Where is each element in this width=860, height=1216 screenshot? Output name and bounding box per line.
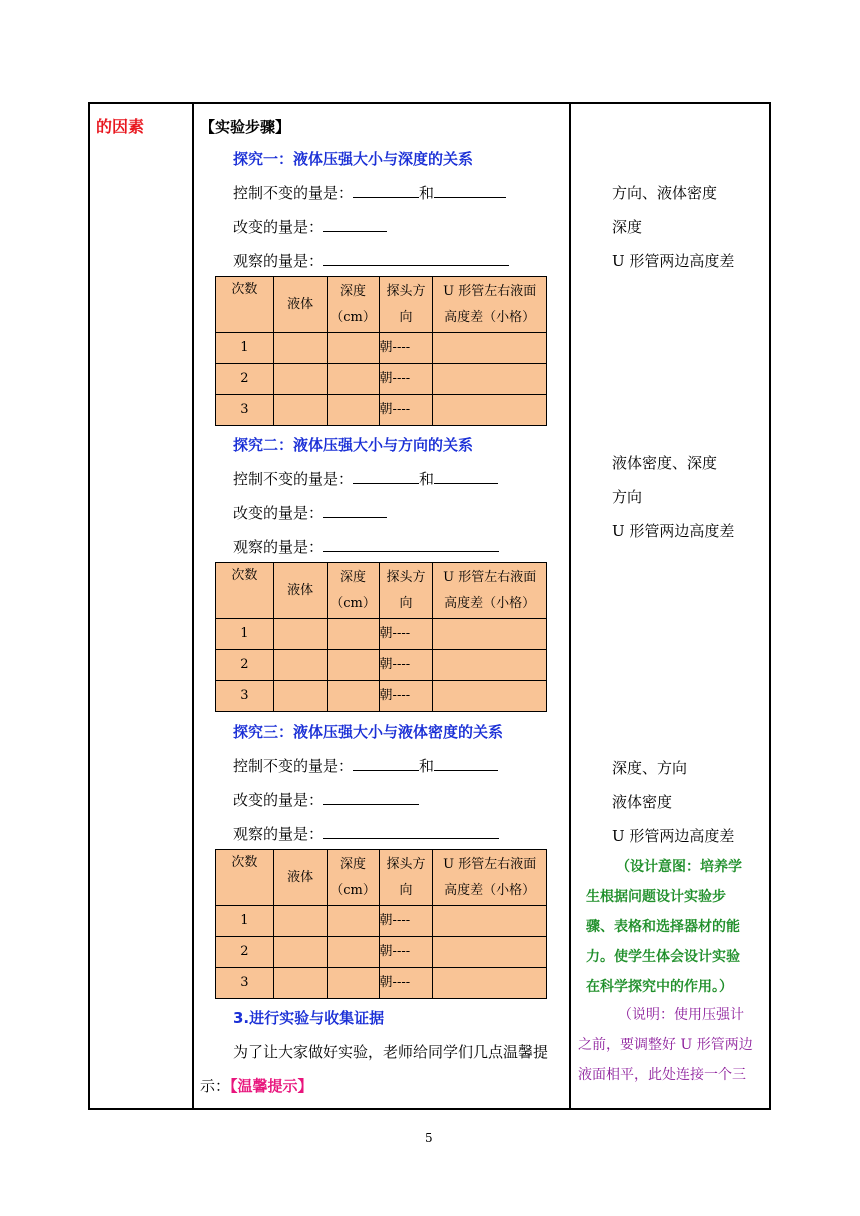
column-divider-2 bbox=[569, 102, 571, 1110]
explore1-change-line bbox=[233, 216, 387, 237]
table-row: 3 朝---- bbox=[216, 681, 547, 712]
step3-line1: 为了让大家做好实验，老师给同学们几点温馨提 bbox=[233, 1043, 549, 1061]
answer-blank bbox=[323, 217, 387, 232]
explore2-data-table: 次数 液体 深度 （cm） 探头方 向 U 形管左右液面 高度差（小格） 1 朝---- 2 朝---- 3 朝---- bbox=[215, 562, 547, 712]
design-intent: （设计意图：培养学 生根据问题设计实验步 骤、表格和选择器材的能 力。使学生体会设计实验 在科学探究中的作用。） bbox=[586, 859, 742, 995]
explore1-answer-change: 深度 bbox=[612, 218, 643, 236]
explore3-title: 探究三：液体压强大小与液体密度的关系 bbox=[233, 723, 504, 741]
explore3-answer-control: 深度、方向 bbox=[612, 759, 688, 777]
table-row: 2 朝---- bbox=[216, 650, 547, 681]
table-row: 2 朝---- bbox=[216, 937, 547, 968]
section-heading: 【实验步骤】 bbox=[200, 118, 291, 136]
explore3-observe-line: 观察的量是： bbox=[233, 823, 499, 844]
answer-blank bbox=[434, 183, 506, 198]
left-column-label: 的因素 bbox=[96, 117, 145, 136]
answer-blank bbox=[434, 469, 498, 484]
answer-blank bbox=[353, 469, 419, 484]
explore2-change-line: 改变的量是： bbox=[233, 502, 387, 523]
column-divider-1 bbox=[192, 102, 194, 1110]
header-direction: 探头方 向 bbox=[379, 277, 433, 333]
explore3-control-line: 控制不变的量是： 和 bbox=[233, 755, 498, 776]
answer-blank bbox=[323, 537, 499, 552]
explore3-data-table: 次数 液体 深度 （cm） 探头方 向 U 形管左右液面 高度差（小格） 1 朝---- 2 朝---- 3 朝---- bbox=[215, 849, 547, 999]
explore3-change-line: 改变的量是： bbox=[233, 789, 419, 810]
answer-blank bbox=[353, 183, 419, 198]
header-depth: 深度 （cm） bbox=[327, 277, 379, 333]
explore2-observe-line: 观察的量是： bbox=[233, 536, 499, 557]
explore1-answer-observe: U 形管两边高度差 bbox=[612, 252, 735, 270]
table-row: 3 朝---- bbox=[216, 968, 547, 999]
step3-title: 3.进行实验与收集证据 bbox=[233, 1009, 385, 1027]
explore2-answer-change: 方向 bbox=[612, 488, 643, 506]
table-row: 3 朝---- bbox=[216, 395, 547, 426]
explore1-answer-control: 方向、液体密度 bbox=[612, 184, 718, 202]
explore2-answer-observe: U 形管两边高度差 bbox=[612, 522, 735, 540]
step3-line2: 示：【温馨提示】 bbox=[200, 1077, 313, 1095]
header-times: 次数 bbox=[216, 277, 274, 333]
page-number: 5 bbox=[425, 1131, 433, 1145]
and-label: 和 bbox=[419, 184, 435, 202]
table-row: 1 朝---- bbox=[216, 906, 547, 937]
explore2-answer-control: 液体密度、深度 bbox=[612, 454, 718, 472]
answer-blank bbox=[323, 824, 499, 839]
answer-blank bbox=[323, 503, 387, 518]
explore1-data-table bbox=[215, 276, 547, 426]
answer-blank bbox=[353, 756, 419, 771]
explore3-answer-change: 液体密度 bbox=[612, 793, 673, 811]
table-row: 1 朝---- bbox=[216, 333, 547, 364]
explore1-observe-line bbox=[233, 250, 509, 271]
usage-note: （说明：使用压强计 之前，要调整好 U 形管两边 液面相平，此处连接一个三 bbox=[578, 1007, 753, 1083]
change-label: 改变的量是： bbox=[233, 218, 324, 236]
header-height-diff: U 形管左右液面 高度差（小格） bbox=[433, 277, 547, 333]
explore2-title: 探究二：液体压强大小与方向的关系 bbox=[233, 436, 474, 454]
tip-heading: 【温馨提示】 bbox=[230, 1077, 313, 1095]
answer-blank bbox=[323, 251, 509, 266]
explore3-answer-observe: U 形管两边高度差 bbox=[612, 827, 735, 845]
observe-label: 观察的量是： bbox=[233, 252, 324, 270]
explore1-title: 探究一：液体压强大小与深度的关系 bbox=[233, 150, 474, 168]
explore2-control-line: 控制不变的量是： 和 bbox=[233, 468, 498, 489]
control-label: 控制不变的量是： bbox=[233, 184, 354, 202]
answer-blank bbox=[434, 756, 498, 771]
table-row: 1 朝---- bbox=[216, 619, 547, 650]
header-liquid: 液体 bbox=[273, 277, 327, 333]
table-row: 2 朝---- bbox=[216, 364, 547, 395]
explore1-control-line bbox=[233, 182, 506, 203]
answer-blank bbox=[323, 790, 419, 805]
